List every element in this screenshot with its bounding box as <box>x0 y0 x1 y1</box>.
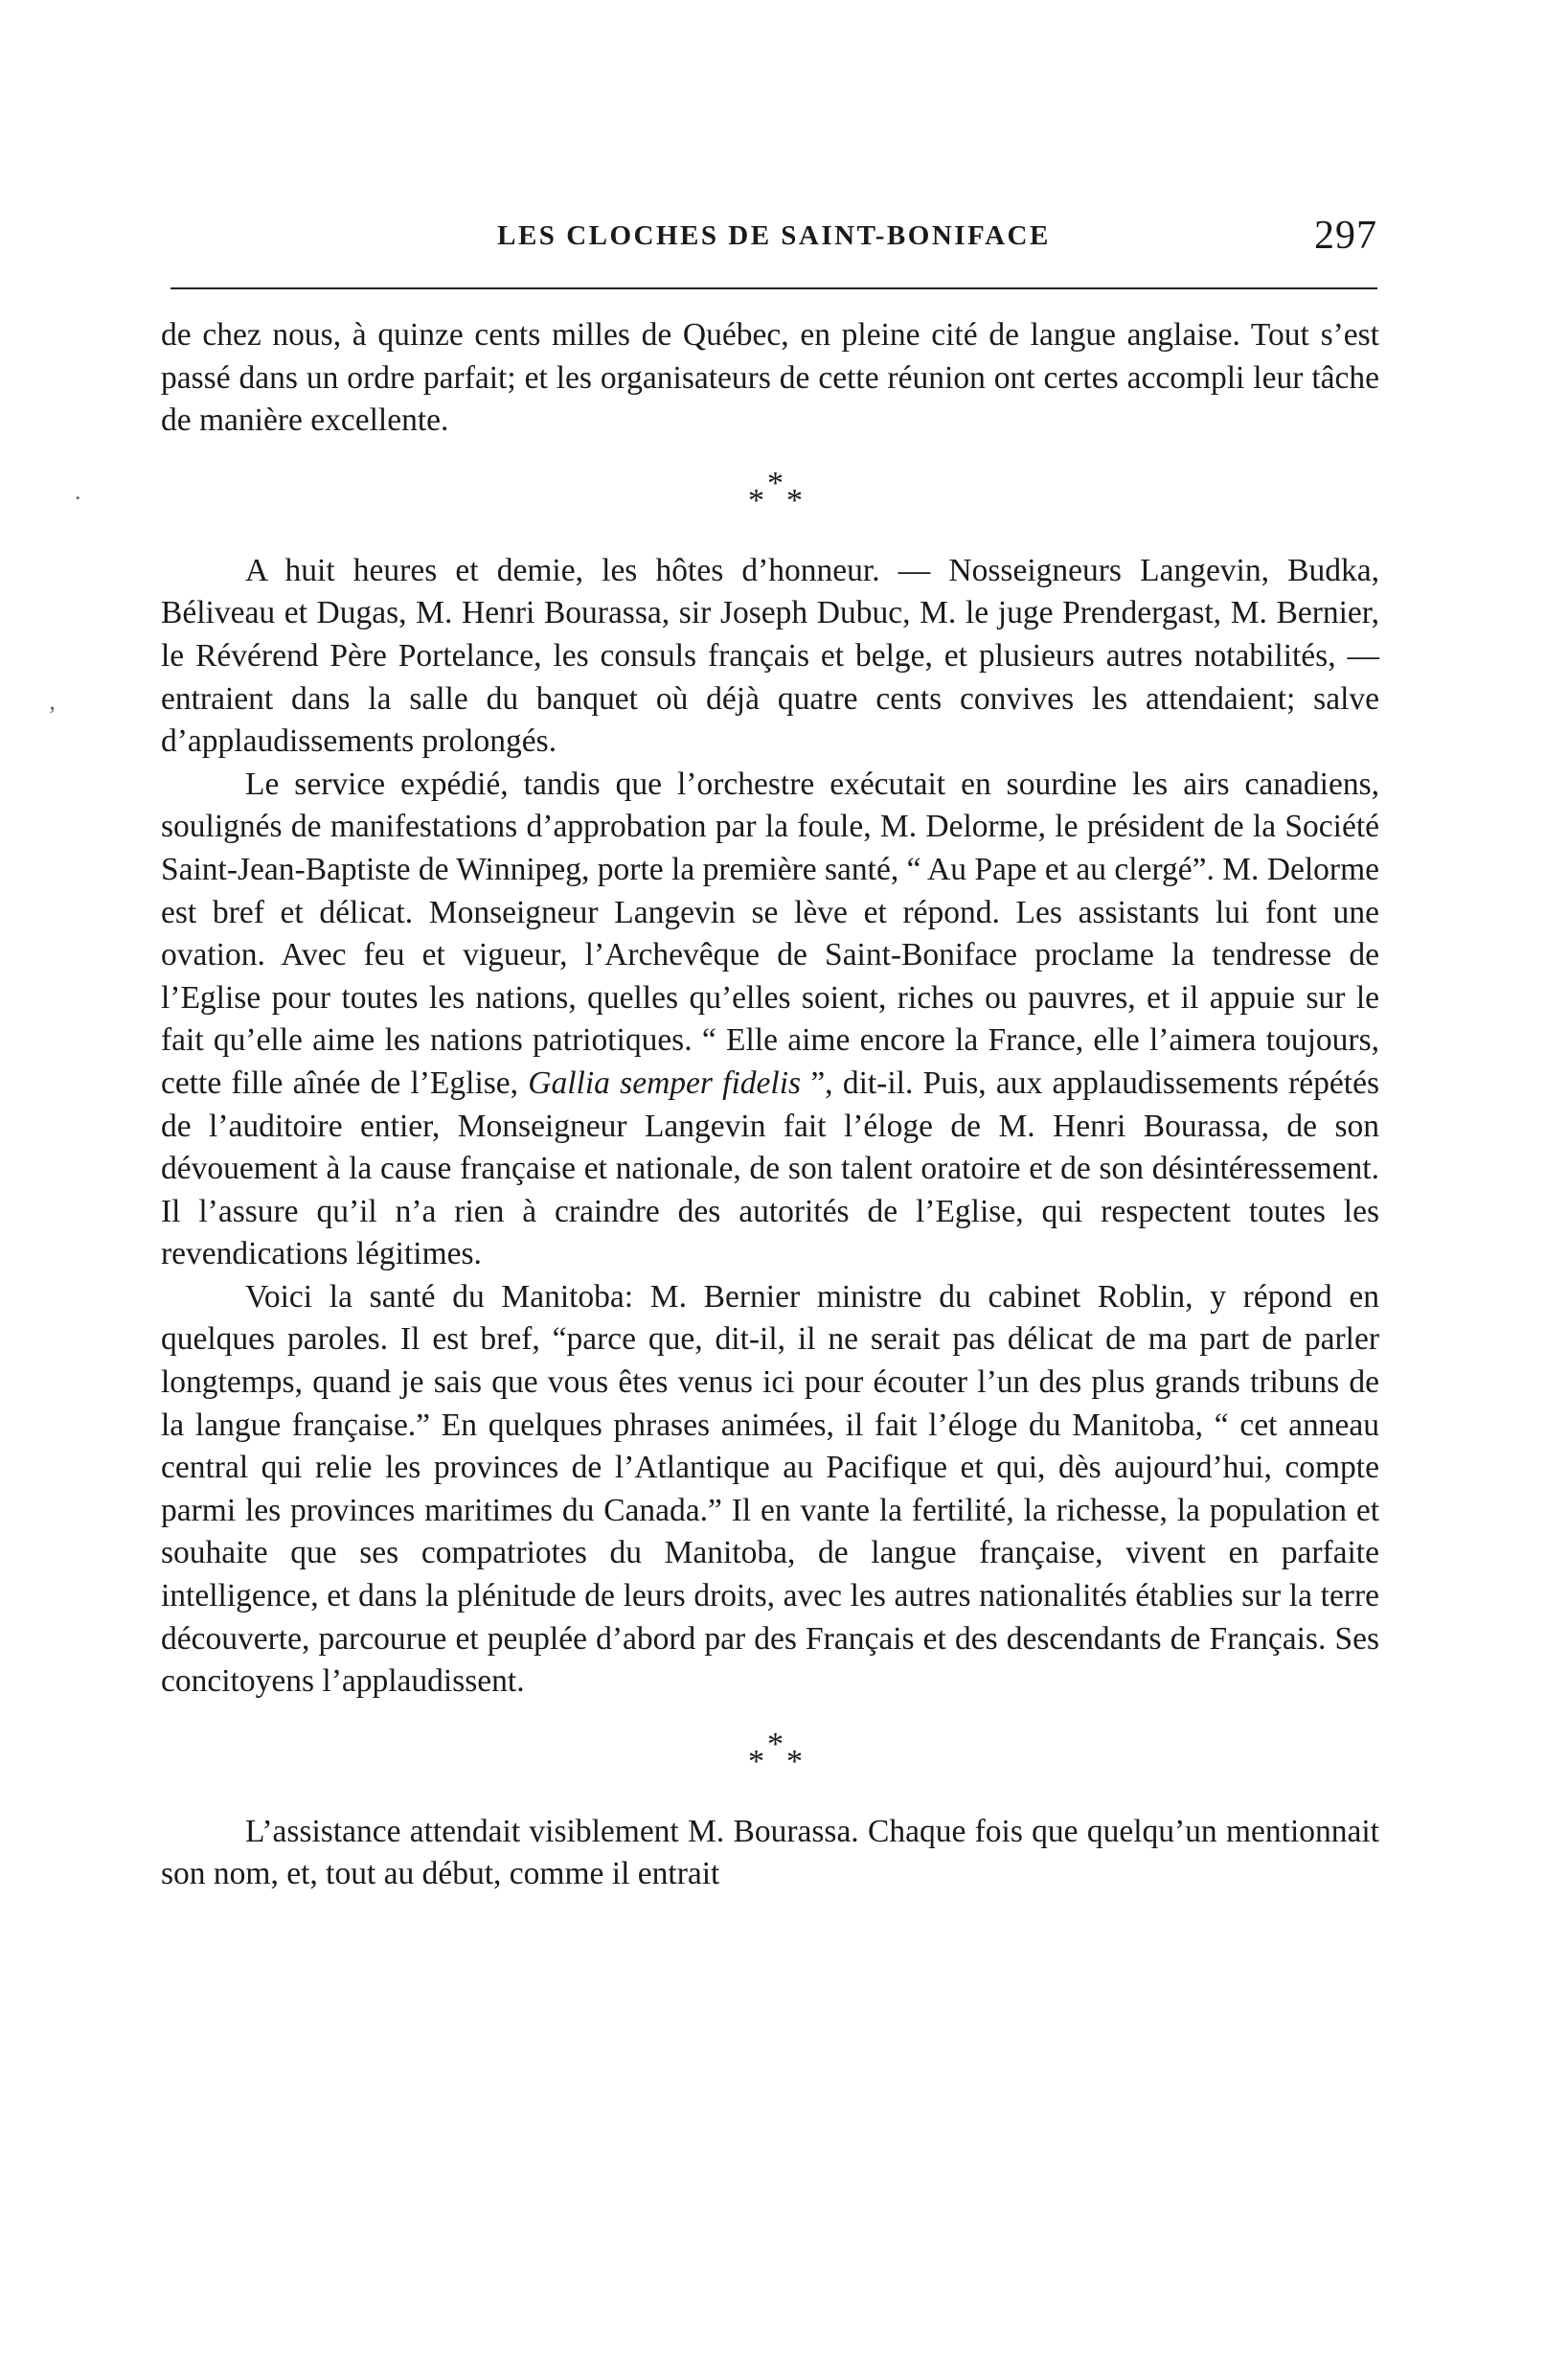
asterism-star: * <box>786 482 803 518</box>
paragraph-first-toast <box>161 764 1379 1276</box>
asterism-star: * <box>748 1743 764 1779</box>
body-text <box>161 314 1379 1896</box>
section-asterism-1 <box>161 443 1379 550</box>
asterism-star: * <box>748 482 764 518</box>
asterism-star: * <box>786 1743 803 1779</box>
asterism-star: * <box>767 1726 784 1762</box>
paragraph-arrival: A huit heures et demie, les hôtes d’honneur. — Nosseigneurs Langevin, Budka, Béliveau et Dugas, M. Henri Bourassa, sir Joseph Dubuc, M. le juge Prendergast, M. Bernier, le Révérend Père Portelance, les consuls français et belge, et plusieurs autres notabilités, — entraient dans la salle du banquet où déjà quatre cents convives les attendaient; salve d’applaudissements prolongés. <box>161 552 1379 760</box>
running-title: LES CLOCHES DE SAINT-BONIFACE <box>497 220 1051 251</box>
paragraph-first-toast-text: Le service expédié, tandis que l’orchestre exécutait en sourdine les airs canadiens, soulignés de manifestations d’approbation par la foule, M. Delorme, le président de la Société Saint-Jean-Baptiste de Winnipeg, porte la première santé, “ Au Pape et au clergé”. M. Delorme est bref et délicat. Monseigneur Langevin se lève et répond. Les assistants lui font une ovation. Avec feu et vigueur, l’Archevêque de Saint-Boniface proclame la tendresse de l’Eglise pour toutes les nations, quelles qu’elles soient, riches ou pauvres, et il appuie sur le fait qu’elle aime les nations patriotiques. “ Elle aime encore la France, elle l’aimera toujours, cette fille aînée de l’Eglise, Gallia semper fidelis ”, dit-il. Puis, aux applaudissements répétés de l’auditoire entier, Monseigneur Langevin fait l’éloge de M. Henri Bourassa, de son dévouement à la cause française et nationale, de son talent oratoire et de son désintéressement. Il l’assure qu’il n’a rien à craindre des autorités de l’Eglise, qui respectent toutes les revendications légitimes. <box>161 766 1379 1272</box>
section-asterism-2 <box>161 1704 1379 1811</box>
paragraph-continued: de chez nous, à quinze cents milles de Québec, en pleine cité de langue anglaise. Tout s’est passé dans un ordre parfait; et les organisateurs de cette réunion ont certes accompli leur tâche de manière excellente. <box>161 317 1379 439</box>
page-header <box>170 213 1377 261</box>
paragraph-bourassa: L’assistance attendait visiblement M. Bourassa. Chaque fois que quelqu’un mentionnait son nom, et, tout au début, comme il entrait <box>161 1813 1379 1892</box>
header-rule <box>170 287 1377 289</box>
margin-mark-lower: ’ <box>48 701 57 729</box>
margin-mark-upper: . <box>75 477 81 505</box>
asterism-star: * <box>767 465 784 501</box>
paragraph-manitoba-toast: Voici la santé du Manitoba: M. Bernier ministre du cabinet Roblin, y répond en quelques paroles. Il est bref, “parce que, dit-il, il ne serait pas délicat de ma part de parler longtemps, quand je sais que vous êtes venus ici pour écouter l’un des plus grands tribuns de la langue française.” En quelques phrases animées, il fait l’éloge du Manitoba, “ cet anneau central qui relie les provinces de l’Atlantique au Pacifique et qui, dès aujourd’hui, compte parmi les provinces maritimes du Canada.” Il en vante la fertilité, la richesse, la population et souhaite que ses compatriotes du Manitoba, de langue française, vivent en parfaite intelligence, et dans la plénitude de leurs droits, avec les autres nationalités établies sur la terre découverte, parcourue et peuplée d’abord par des Français et des descendants de Français. Ses concitoyens l’applaudissent. <box>161 1278 1379 1700</box>
latin-motto: Gallia semper fidelis <box>528 1064 802 1101</box>
page-number: 297 <box>1314 214 1377 258</box>
